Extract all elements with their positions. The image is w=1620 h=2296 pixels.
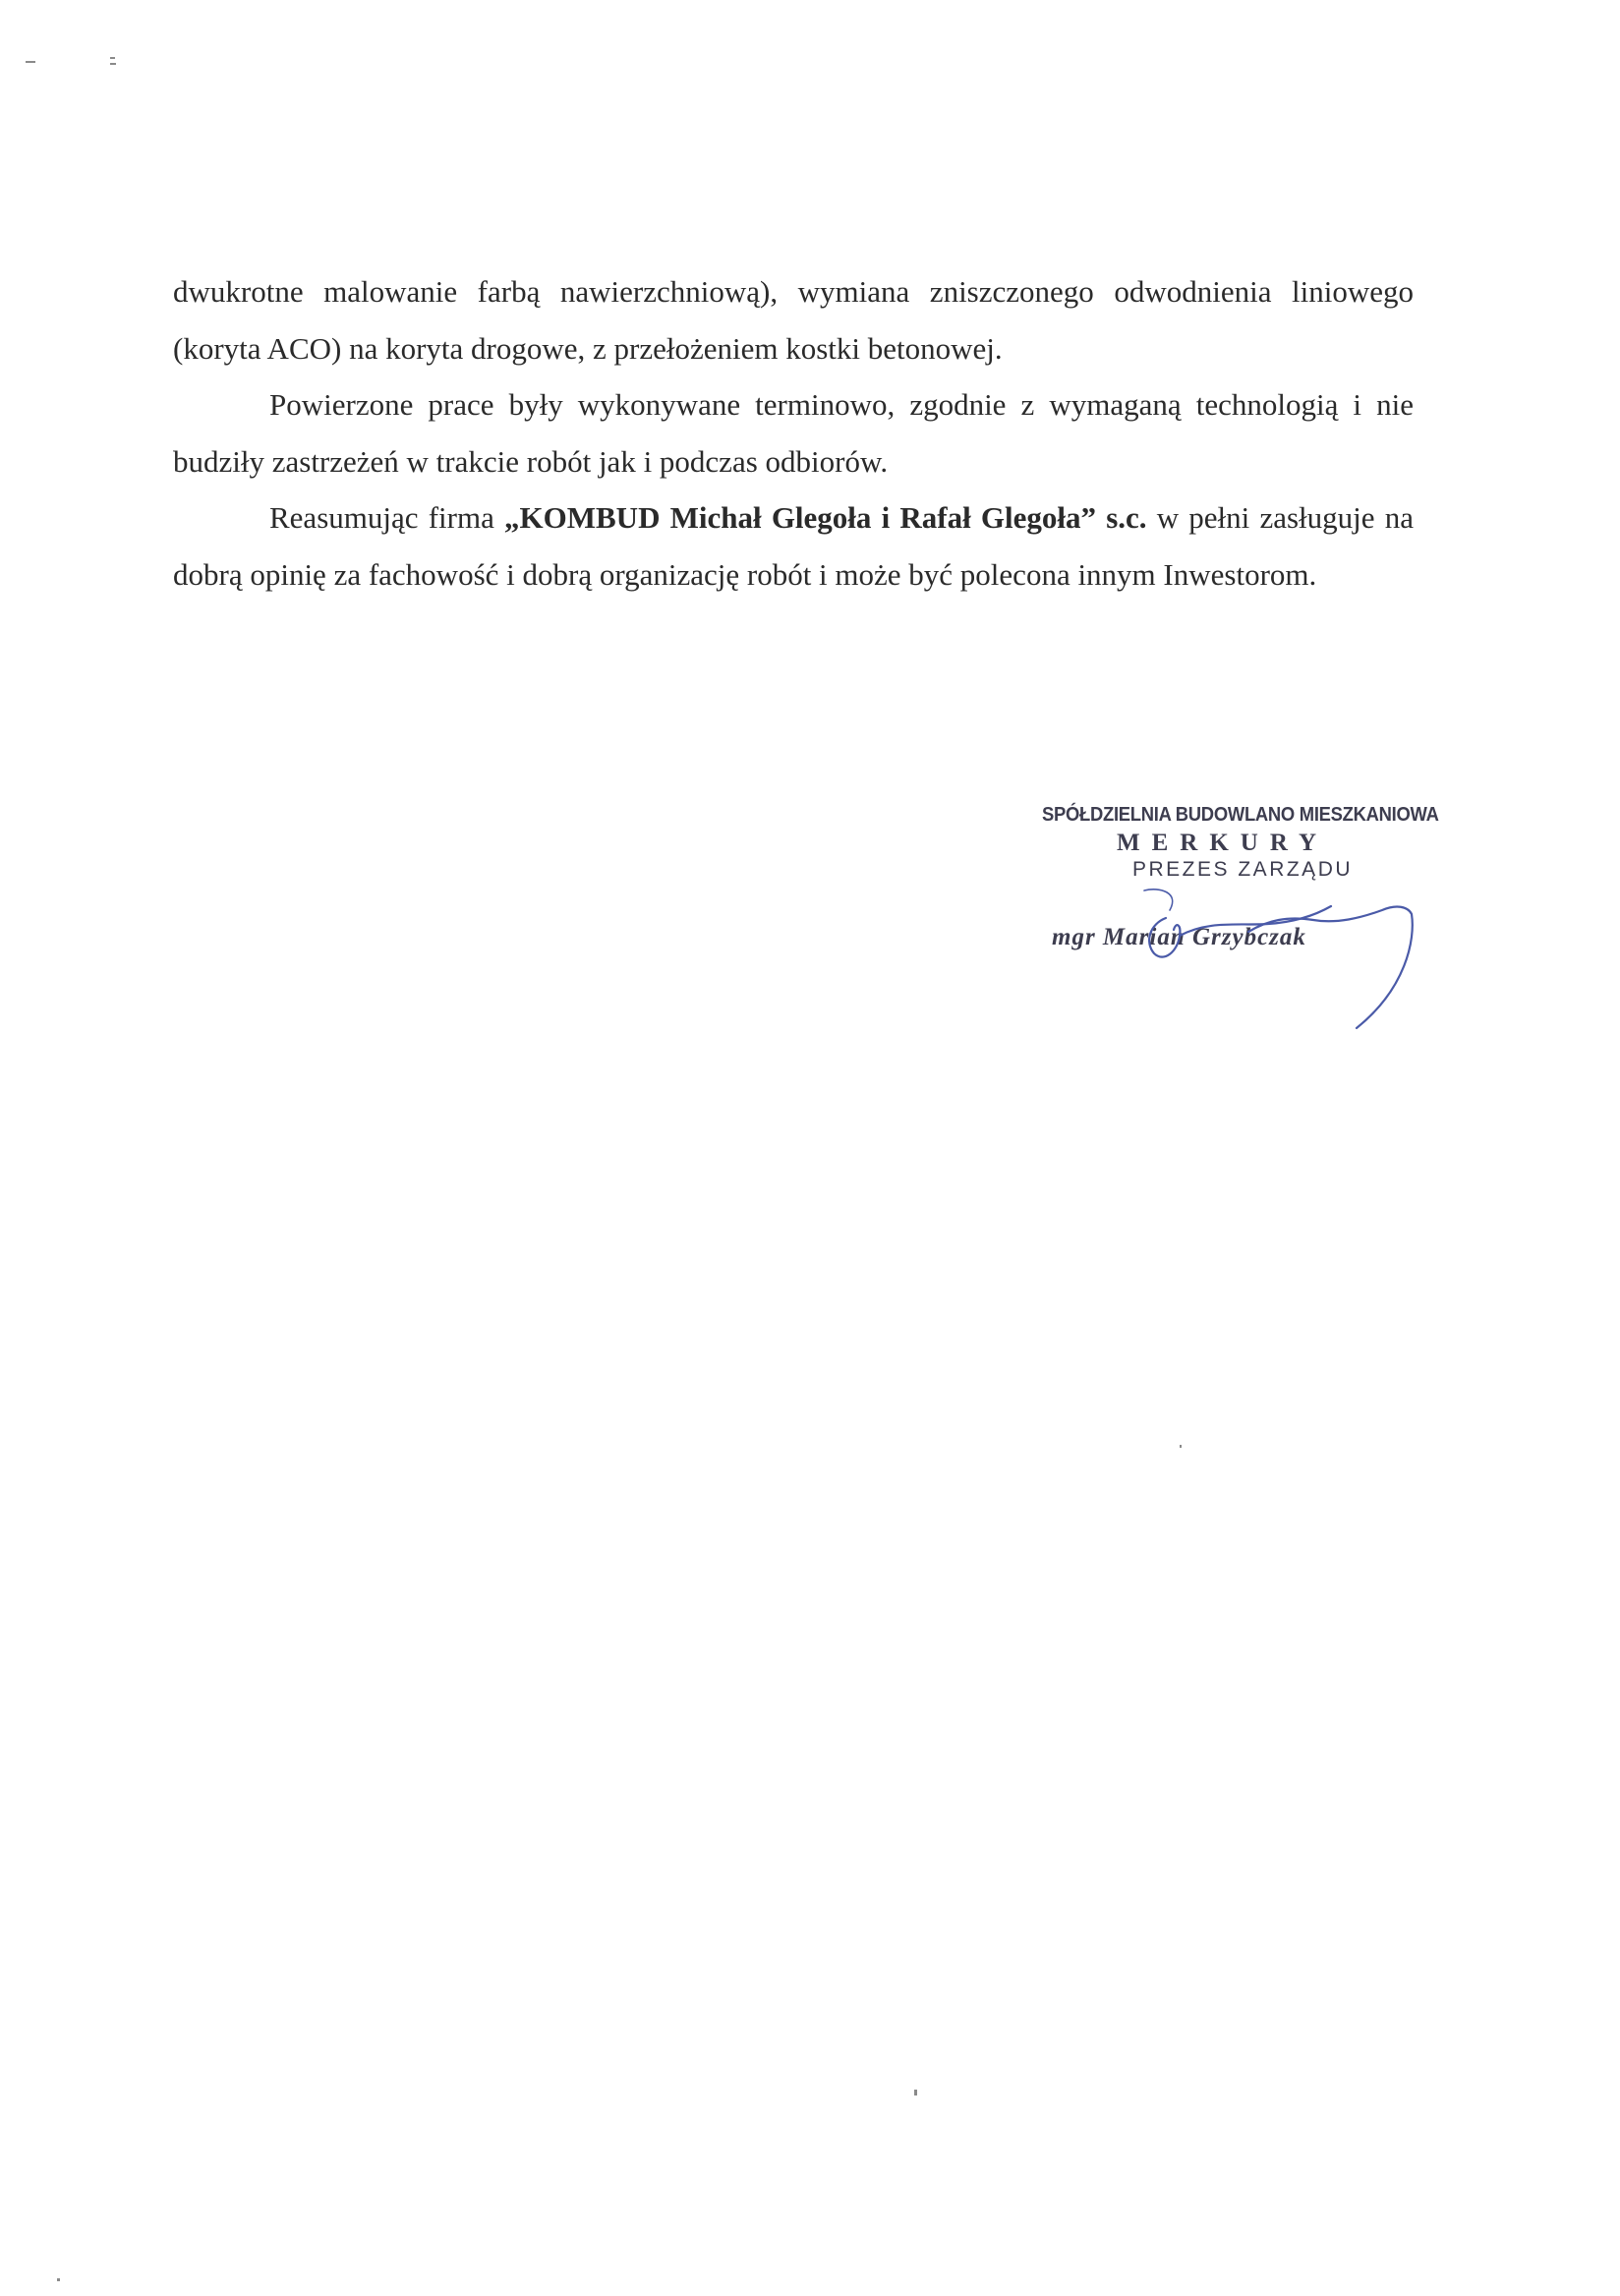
scan-speck	[110, 57, 115, 59]
summary-closing-text: w pełni zasługuje na dobrą opinię za fachowość i dobrą organizację robót i może być polecona innym Inwestorom.	[173, 500, 1414, 592]
scan-speck	[110, 63, 116, 65]
company-name: „KOMBUD Michał Glegoła i Rafał Glegoła” s.c.	[504, 500, 1147, 535]
signature-stroke	[1248, 907, 1413, 1028]
summary-lead-text: Reasumując firma	[269, 500, 505, 535]
scan-speck	[1180, 1445, 1182, 1448]
signature-stroke	[1149, 918, 1180, 957]
signature-stroke	[1144, 890, 1173, 910]
paragraph-continuation: dwukrotne malowanie farbą nawierzchniową), wymiana zniszczonego odwodnienia liniowego (koryta ACO) na koryta drogowe, z przełożeniem kostki betonowej.	[173, 274, 1414, 366]
stamp-organization: SPÓŁDZIELNIA BUDOWLANO MIESZKANIOWA	[1042, 804, 1439, 826]
letter-body	[173, 263, 1414, 603]
scan-speck	[26, 61, 35, 63]
signature-stroke	[1180, 906, 1331, 936]
paragraph-timeliness: Powierzone prace były wykonywane terminowo, zgodnie z wymaganą technologią i nie budziły zastrzeżeń w trakcie robót jak i podczas odbiorów.	[173, 387, 1414, 479]
scan-speck	[914, 2090, 917, 2095]
stamp-position: PREZES ZARZĄDU	[1132, 858, 1354, 881]
paragraph-summary	[173, 489, 1414, 603]
handwritten-signature	[1121, 881, 1435, 1048]
stamp-cooperative-name: MERKURY	[1117, 830, 1329, 856]
stamp-signatory: mgr Marian Grzybczak	[1052, 924, 1306, 950]
scan-speck	[57, 2278, 60, 2281]
